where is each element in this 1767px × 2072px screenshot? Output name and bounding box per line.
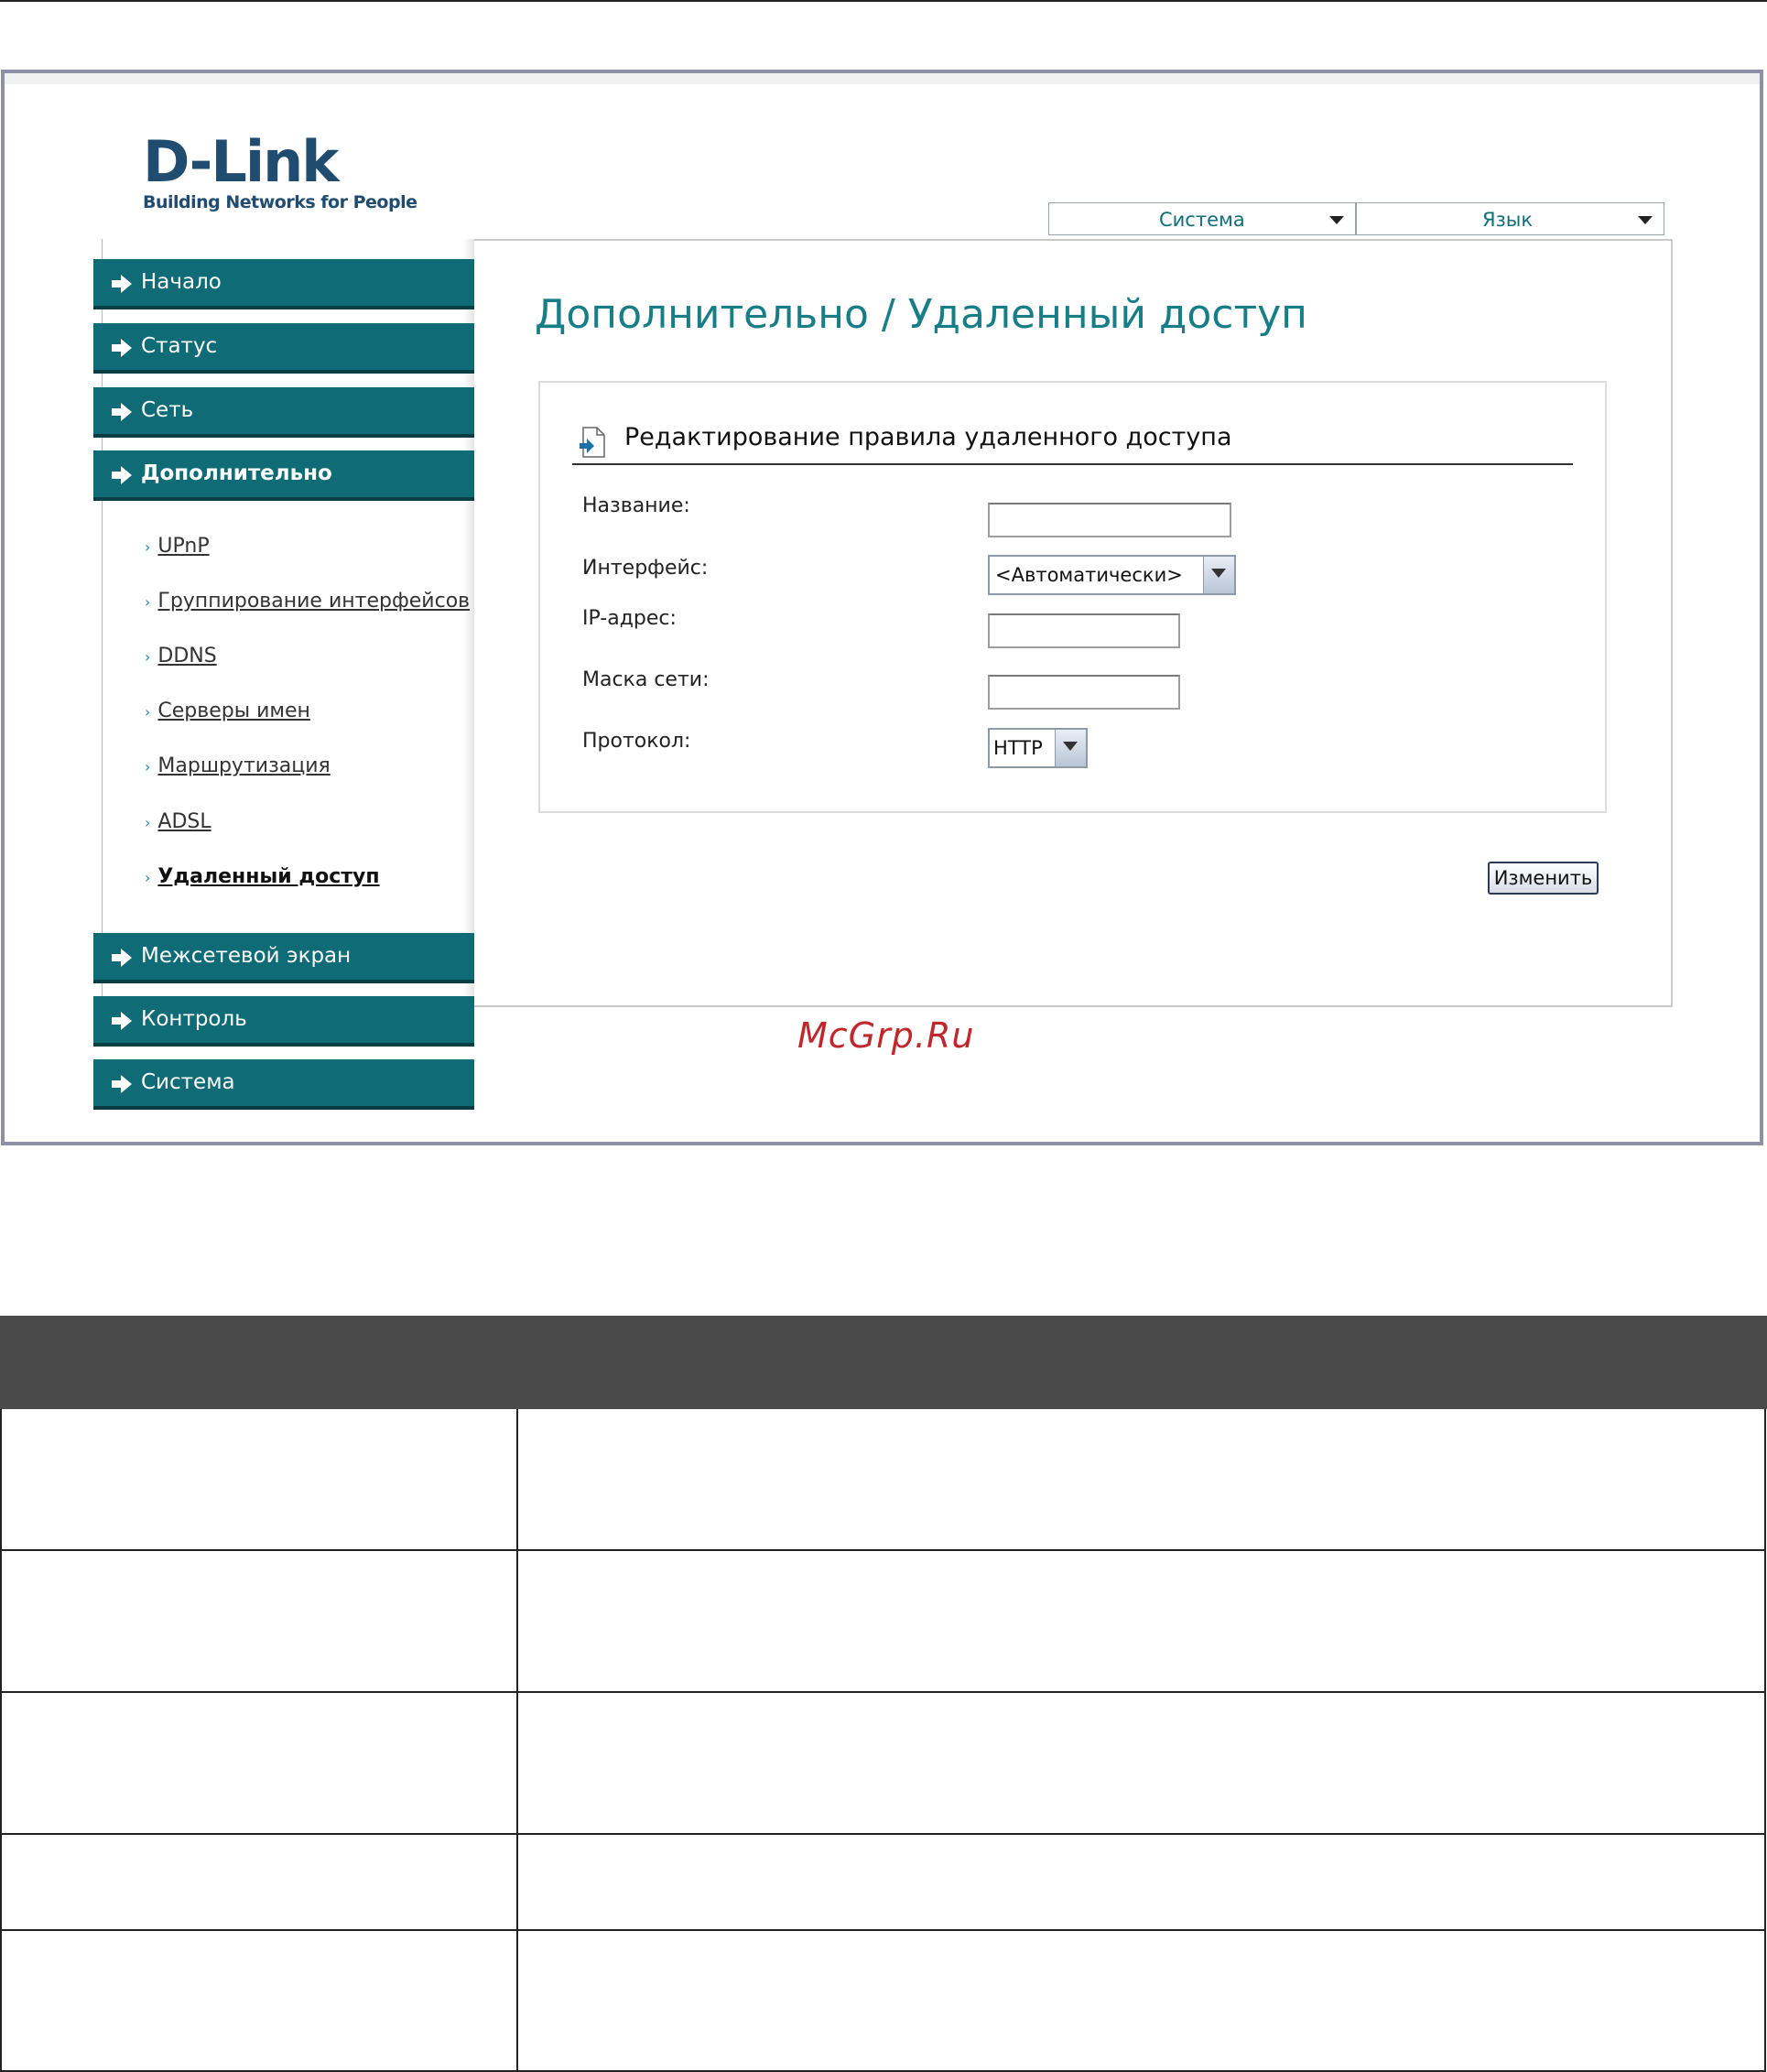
ip-address-input[interactable] [988,613,1180,648]
sidebar-item-label: Статус [141,334,218,358]
arrow-right-icon [112,466,132,484]
name-input[interactable] [988,503,1231,537]
frame-top-bar [5,73,1760,84]
sidebar [99,239,474,1094]
bullet-icon: › [145,648,151,666]
dlink-logo [143,128,417,212]
chevron-down-icon [1638,216,1653,224]
bullet-icon: › [145,538,151,556]
top-menu-language-label: Язык [1482,209,1534,231]
interface-select[interactable] [988,555,1236,595]
sidebar-subitem-upnp[interactable] [145,535,210,558]
page-top-rule [0,0,1767,2]
column-divider [516,1931,518,2070]
sidebar-item-label: Межсетевой экран [141,944,352,968]
protocol-select[interactable] [988,728,1088,768]
table-row [0,1835,1766,1931]
watermark: McGrp.Ru [797,1015,975,1056]
arrow-right-icon [112,949,132,967]
sidebar-item-home[interactable] [93,259,474,309]
ip-address-label: IP-адрес: [582,607,677,630]
bullet-icon: › [145,758,151,776]
column-divider [516,1693,518,1833]
arrow-right-icon [112,1012,132,1030]
sidebar-item-network[interactable] [93,387,474,438]
chevron-down-icon[interactable] [1203,557,1234,593]
sidebar-subitem-dns-servers[interactable] [145,700,310,722]
sidebar-item-label: Контроль [141,1007,247,1031]
name-label: Название: [582,494,690,517]
table-row [0,1931,1766,2072]
top-menu-language[interactable] [1356,202,1664,235]
sidebar-subitem-label[interactable]: Серверы имен [157,700,310,722]
bullet-icon: › [145,814,151,831]
arrow-right-icon [112,339,132,357]
column-divider [516,1551,518,1691]
page-title: Дополнительно / Удаленный доступ [535,291,1307,338]
table-row [0,1693,1766,1835]
arrow-right-icon [112,1075,132,1093]
sidebar-item-control[interactable] [93,996,474,1047]
edit-document-icon [580,427,607,458]
sidebar-subitem-label[interactable]: DDNS [157,645,217,667]
logo-tagline: Building Networks for People [143,192,417,212]
panel-title-divider [572,463,1573,465]
column-divider [516,1835,518,1929]
apply-button[interactable]: Изменить [1488,862,1599,895]
sidebar-subitem-label[interactable]: UPnP [157,535,210,558]
sidebar-item-advanced[interactable] [93,450,474,501]
sidebar-item-label: Система [141,1070,235,1094]
panel-title: Редактирование правила удаленного доступа [624,423,1232,451]
netmask-input[interactable] [988,675,1180,710]
table-header [0,1316,1767,1409]
sidebar-subitem-remote-access[interactable] [145,865,380,888]
table-row [0,1409,1766,1551]
sidebar-item-label: Дополнительно [141,461,332,485]
interface-label: Интерфейс: [582,557,709,580]
sidebar-subitem-label[interactable]: Маршрутизация [157,754,331,777]
bullet-icon: › [145,593,151,611]
bullet-icon: › [145,869,151,886]
arrow-right-icon [112,403,132,421]
sidebar-item-label: Начало [141,270,222,294]
sidebar-item-label: Сеть [141,398,194,422]
sidebar-subitem-interface-grouping[interactable] [145,590,470,613]
sidebar-subitem-adsl[interactable] [145,810,211,833]
sidebar-subitem-label[interactable]: ADSL [157,810,211,833]
bullet-icon: › [145,703,151,721]
logo-brand: D-Link [143,128,338,195]
sidebar-subitem-routing[interactable] [145,754,331,777]
netmask-label: Маска сети: [582,668,710,691]
table-row [0,1551,1766,1693]
top-menu-system-label: Система [1159,209,1245,231]
sidebar-subitem-ddns[interactable] [145,645,217,667]
top-menu-system[interactable] [1048,202,1356,235]
interface-select-value: <Автоматически> [995,564,1183,586]
chevron-down-icon [1329,216,1344,224]
protocol-select-value: HTTP [993,737,1043,759]
sidebar-subitem-label[interactable]: Удаленный доступ [157,865,380,888]
sidebar-item-system[interactable] [93,1059,474,1110]
sidebar-item-firewall[interactable] [93,933,474,983]
chevron-down-icon[interactable] [1055,730,1086,766]
protocol-label: Протокол: [582,730,691,753]
arrow-right-icon [112,275,132,293]
sidebar-item-status[interactable] [93,323,474,374]
column-divider [516,1409,518,1549]
sidebar-subitem-label[interactable]: Группирование интерфейсов [157,590,471,613]
